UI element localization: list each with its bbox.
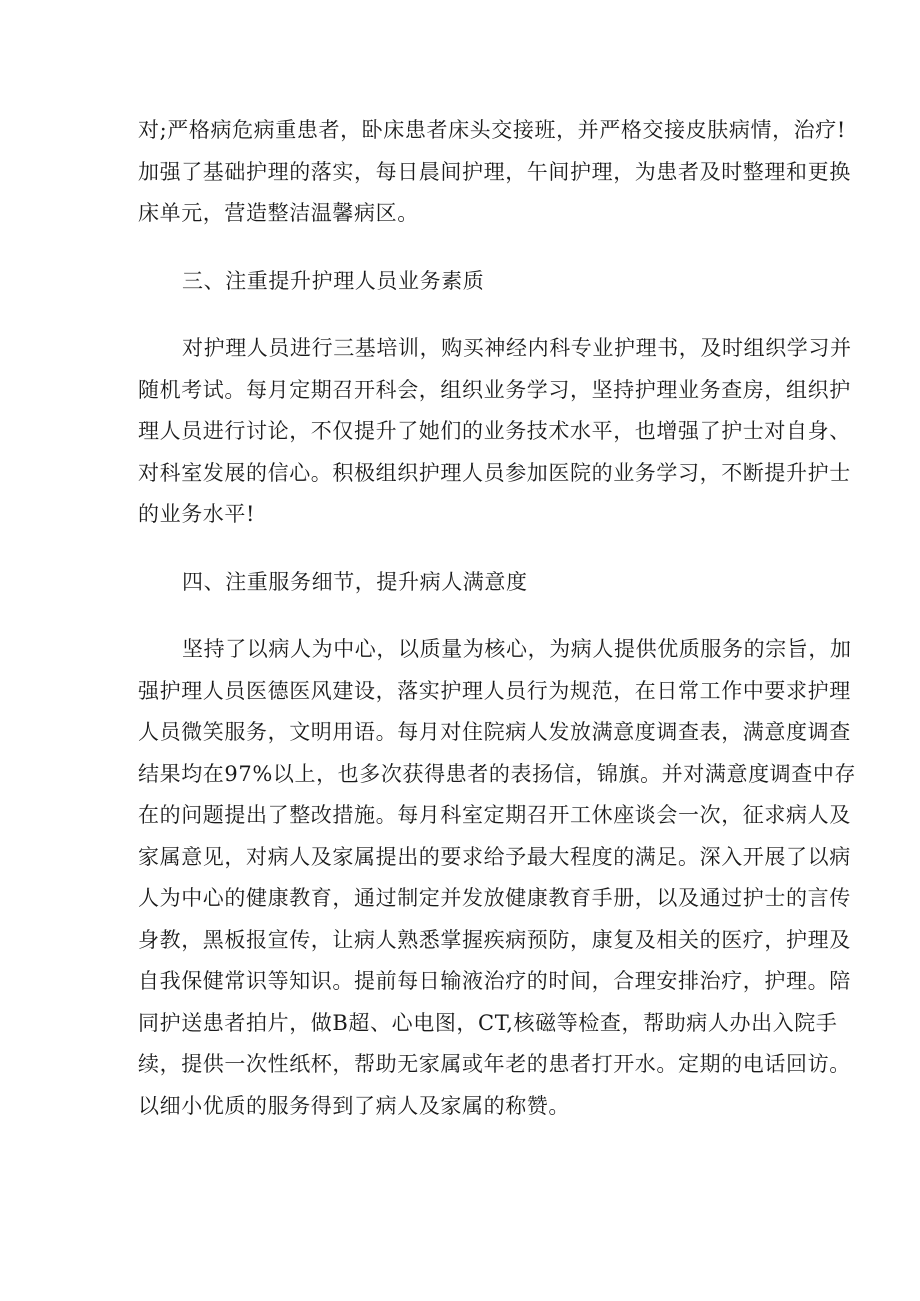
- paragraph-line: 人员微笑服务，文明用语。每月对住院病人发放满意度调查表，满意度调查: [138, 720, 851, 744]
- section-heading: 三、注重提升护理人员业务素质: [182, 268, 485, 293]
- paragraph-line: 对科室发展的信心。积极组织护理人员参加医院的业务学习，不断提升护士: [138, 460, 851, 485]
- paragraph-line: 随机考试。每月定期召开科会，组织业务学习，坚持护理业务查房，组织护: [138, 377, 851, 402]
- paragraph-gap: [138, 603, 798, 629]
- paragraph-line: 床单元，营造整洁温馨病区。: [138, 201, 419, 225]
- paragraph-line: 对;严格病危病重患者，卧床患者床头交接班，并严格交接皮肤病情，治疗!: [138, 118, 846, 142]
- paragraph-line: 强护理人员医德医风建设，落实护理人员行为规范，在日常工作中要求护理: [138, 678, 851, 703]
- paragraph-line: 坚持了以病人为中心，以质量为核心，为病人提供优质服务的宗旨，加: [182, 637, 852, 661]
- paragraph-line: 同护送患者拍片，做B超、心电图，CT,核磁等检查，帮助病人办出入院手: [138, 1010, 838, 1035]
- paragraph-gap: [138, 536, 798, 562]
- paragraph-line: 在的问题提出了整改措施。每月科室定期召开工休座谈会一次，征求病人及: [138, 803, 851, 827]
- paragraph-line: 理人员进行讨论，不仅提升了她们的业务技术水平，也增强了护士对自身、: [138, 419, 851, 443]
- paragraph-gap: [138, 302, 798, 328]
- paragraph-line: 续，提供一次性纸杯，帮助无家属或年老的患者打开水。定期的电话回访。: [138, 1052, 851, 1076]
- paragraph-line: 加强了基础护理的落实，每日晨间护理，午间护理，为患者及时整理和更换: [138, 159, 851, 184]
- paragraph-line: 人为中心的健康教育，通过制定并发放健康教育手册，以及通过护士的言传: [138, 886, 851, 910]
- paragraph-line: 身教，黑板报宣传，让病人熟悉掌握疾病预防，康复及相关的医疗，护理及: [138, 927, 851, 952]
- section-heading: 四、注重服务细节，提升病人满意度: [182, 569, 528, 594]
- paragraph-line: 家属意见，对病人及家属提出的要求给予最大程度的满足。深入开展了以病: [138, 844, 851, 869]
- paragraph-line: 的业务水平!: [138, 502, 256, 526]
- document-body: [138, 110, 857, 1127]
- paragraph-gap: [138, 235, 798, 261]
- paragraph-line: 对护理人员进行三基培训，购买神经内科专业护理书，及时组织学习并: [182, 336, 852, 360]
- paragraph-line: 结果均在97%以上，也多次获得患者的表扬信，锦旗。并对满意度调查中存: [138, 761, 857, 786]
- paragraph-line: 以细小优质的服务得到了病人及家属的称赞。: [138, 1093, 570, 1118]
- paragraph-line: 自我保健常识等知识。提前每日输液治疗的时间，合理安排治疗，护理。陪: [138, 969, 851, 993]
